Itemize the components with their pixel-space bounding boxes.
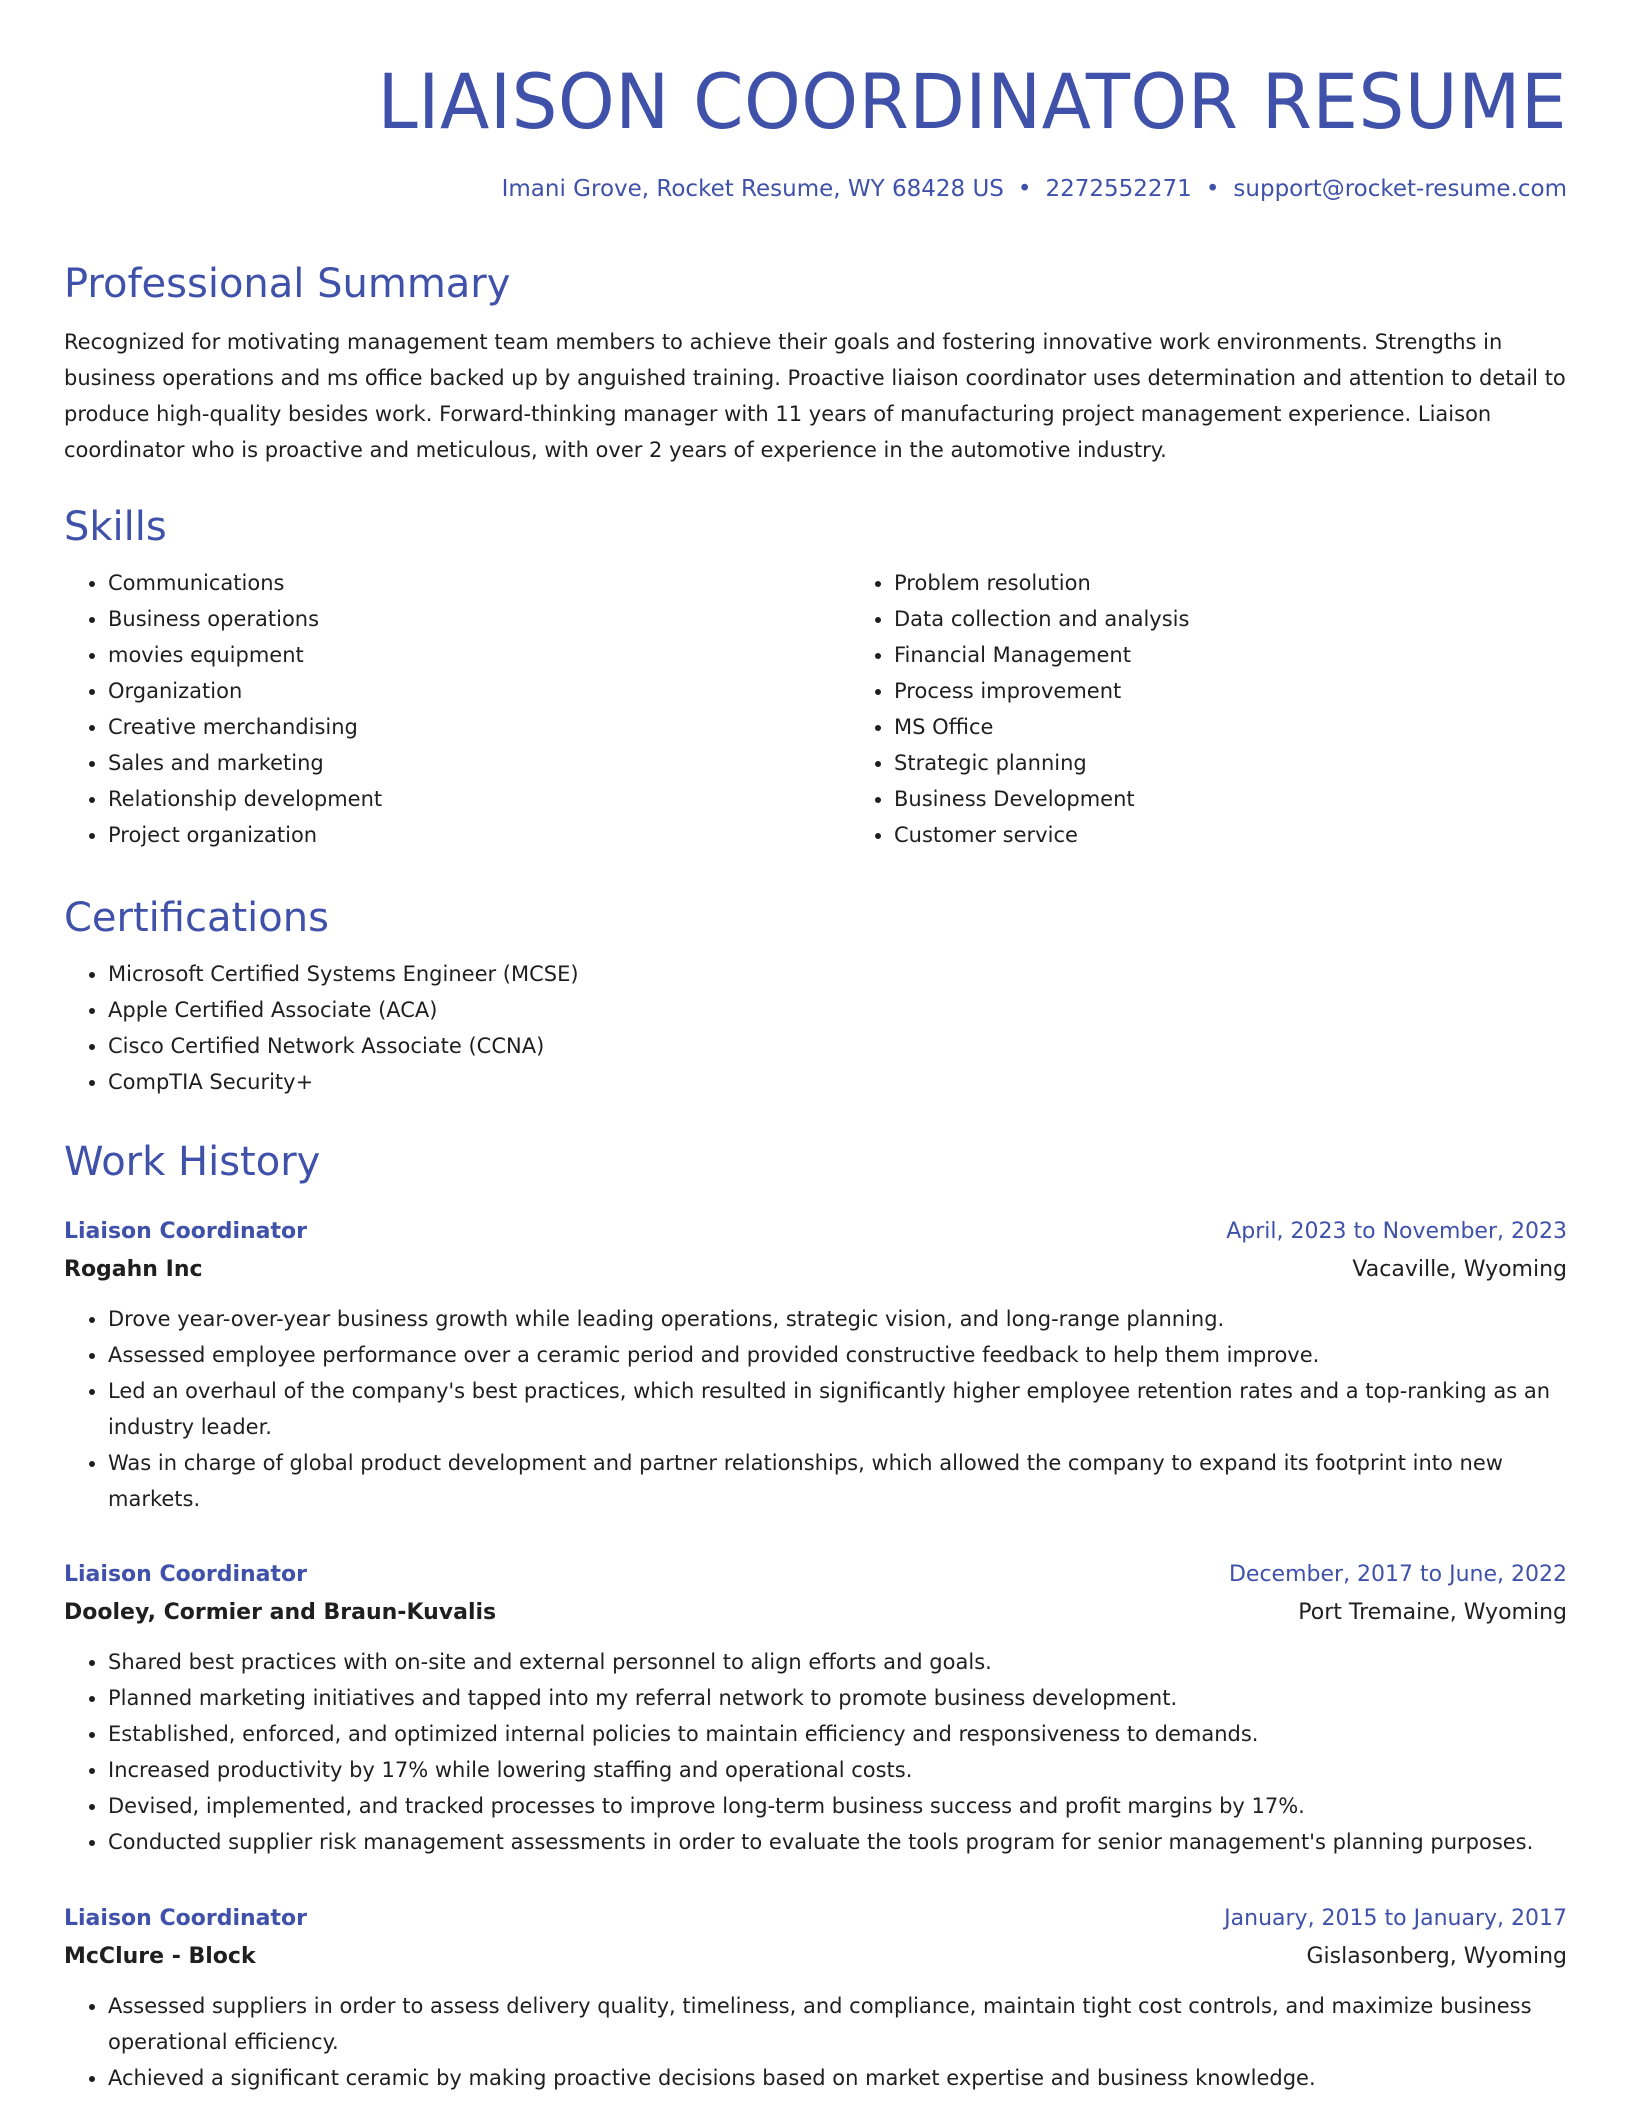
skills-section <box>64 501 1567 853</box>
certifications-section <box>64 892 1567 1100</box>
skills-heading: Skills <box>64 504 167 550</box>
job-subheader <box>64 1251 1567 1289</box>
job-bullet: • Drove year-over-year business growth while leading operations, strategic vision, and long-range planning. <box>108 1301 1567 1337</box>
summary-heading: Professional Summary <box>64 261 511 307</box>
skill-item: • Organization <box>108 673 850 709</box>
job-bullet: • Increased productivity by 17% while lowering staffing and operational costs. <box>108 1752 1567 1788</box>
job-bullet: • Assessed suppliers in order to assess delivery quality, timeliness, and compliance, maintain tight cost controls, and maximize business operational efficiency. <box>108 1988 1567 2060</box>
skill-item: • Communications <box>108 565 850 601</box>
job-entry <box>64 1213 1567 1517</box>
job-company: Dooley, Cormier and Braun-Kuvalis <box>64 1600 497 1625</box>
job-subheader <box>64 1938 1567 1976</box>
job-bullets <box>64 1644 1567 1860</box>
job-bullet: • Led an overhaul of the company's best practices, which resulted in significantly higher employee retention rates and a top-ranking as an industry leader. <box>108 1373 1567 1445</box>
resume-title: LIAISON COORDINATOR RESUME <box>377 57 1568 146</box>
job-bullet: • Was in charge of global product development and partner relationships, which allowed the company to expand its footprint into new markets. <box>108 1445 1567 1517</box>
contact-separator: • <box>1205 176 1220 202</box>
job-bullet: • Assessed employee performance over a ceramic period and provided constructive feedback to help them improve. <box>108 1337 1567 1373</box>
skill-item: • Strategic planning <box>894 745 1632 781</box>
job-title: Liaison Coordinator <box>64 1906 307 1931</box>
contact-line <box>64 172 1567 206</box>
job-title: Liaison Coordinator <box>64 1219 307 1244</box>
skill-item: • Business Development <box>894 781 1632 817</box>
work-history-heading: Work History <box>64 1139 321 1185</box>
skills-grid <box>64 565 1567 853</box>
certifications-list <box>64 956 1567 1100</box>
skill-item: • movies equipment <box>108 637 850 673</box>
skill-item: • Financial Management <box>894 637 1632 673</box>
skills-list-right <box>850 565 1632 853</box>
contact-email[interactable]: support@rocket-resume.com <box>1233 176 1567 202</box>
certifications-heading: Certifications <box>64 895 329 941</box>
job-bullet: • Planned marketing initiatives and tapped into my referral network to promote business development. <box>108 1680 1567 1716</box>
job-location: Port Tremaine, Wyoming <box>1298 1600 1567 1625</box>
job-header <box>64 1556 1567 1594</box>
job-subheader <box>64 1594 1567 1632</box>
contact-address: Imani Grove, Rocket Resume, WY 68428 US <box>501 176 1004 202</box>
job-dates: December, 2017 to June, 2022 <box>1228 1562 1567 1587</box>
skill-item: • Project organization <box>108 817 850 853</box>
work-history-section <box>64 1136 1567 1188</box>
job-bullets <box>64 1988 1567 2096</box>
job-bullets <box>64 1301 1567 1517</box>
skill-item: • Process improvement <box>894 673 1632 709</box>
job-bullet: • Shared best practices with on-site and external personnel to align efforts and goals. <box>108 1644 1567 1680</box>
job-entry <box>64 1900 1567 2096</box>
job-location: Gislasonberg, Wyoming <box>1306 1944 1567 1969</box>
certification-item: • Apple Certified Associate (ACA) <box>108 992 1567 1028</box>
skill-item: • MS Office <box>894 709 1632 745</box>
job-header <box>64 1213 1567 1251</box>
job-company: Rogahn Inc <box>64 1257 203 1282</box>
skill-item: • Relationship development <box>108 781 850 817</box>
skill-item: • Business operations <box>108 601 850 637</box>
skill-item: • Sales and marketing <box>108 745 850 781</box>
job-company: McClure - Block <box>64 1944 256 1969</box>
contact-separator: • <box>1017 176 1032 202</box>
job-entry <box>64 1556 1567 1860</box>
skill-item: • Creative merchandising <box>108 709 850 745</box>
skill-item: • Data collection and analysis <box>894 601 1632 637</box>
certification-item: • CompTIA Security+ <box>108 1064 1567 1100</box>
job-bullet: • Achieved a significant ceramic by making proactive decisions based on market expertise and business knowledge. <box>108 2060 1567 2096</box>
certification-item: • Microsoft Certified Systems Engineer (MCSE) <box>108 956 1567 992</box>
job-header <box>64 1900 1567 1938</box>
job-dates: January, 2015 to January, 2017 <box>1224 1906 1567 1931</box>
skills-list-left <box>64 565 850 853</box>
job-bullet: • Conducted supplier risk management assessments in order to evaluate the tools program for senior management's planning purposes. <box>108 1824 1567 1860</box>
contact-phone: 2272552271 <box>1045 176 1192 202</box>
summary-text: Recognized for motivating management team members to achieve their goals and fostering innovative work environments. Strengths in business operations and ms office backed up by anguished training. Proactive liaison coordinator uses determination and attention to detail to produce high-quality besides work. Forward-thinking manager with 11 years of manufacturing project management experience. Liaison coordinator who is proactive and meticulous, with over 2 years of experience in the automotive industry. <box>64 330 1566 462</box>
certification-item: • Cisco Certified Network Associate (CCNA) <box>108 1028 1567 1064</box>
job-dates: April, 2023 to November, 2023 <box>1226 1219 1567 1244</box>
skill-item: • Problem resolution <box>894 565 1632 601</box>
resume-page <box>64 0 1568 2090</box>
job-bullet: • Established, enforced, and optimized internal policies to maintain efficiency and responsiveness to demands. <box>108 1716 1567 1752</box>
job-title: Liaison Coordinator <box>64 1562 307 1587</box>
job-bullet: • Devised, implemented, and tracked processes to improve long-term business success and profit margins by 17%. <box>108 1788 1567 1824</box>
skill-item: • Customer service <box>894 817 1632 853</box>
summary-section <box>64 258 1567 468</box>
job-location: Vacaville, Wyoming <box>1352 1257 1567 1282</box>
